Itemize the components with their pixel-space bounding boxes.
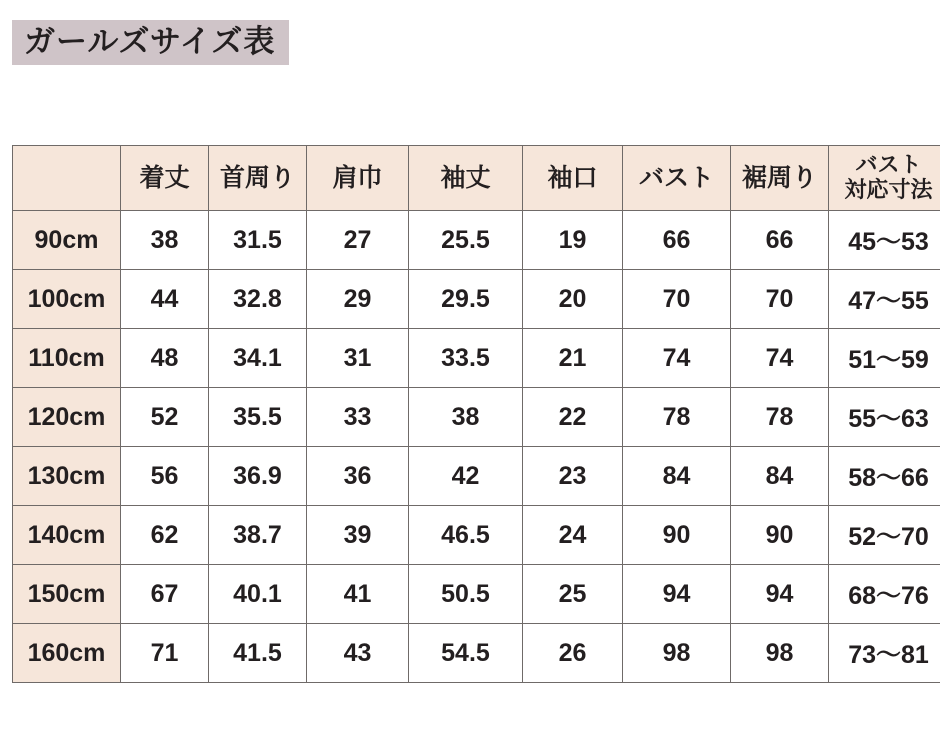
row-header-size: 90cm	[13, 211, 121, 270]
cell-shoulder: 29	[307, 270, 409, 329]
table-row	[13, 624, 940, 683]
cell-bust: 90	[623, 506, 731, 565]
cell-shoulder: 36	[307, 447, 409, 506]
cell-bust-range: 68〜76	[829, 565, 940, 624]
table-row	[13, 211, 940, 270]
table-row	[13, 447, 940, 506]
row-header-size: 130cm	[13, 447, 121, 506]
cell-hem: 74	[731, 329, 829, 388]
cell-shoulder: 39	[307, 506, 409, 565]
cell-shoulder: 31	[307, 329, 409, 388]
cell-hem: 84	[731, 447, 829, 506]
cell-sleeve-length: 38	[409, 388, 523, 447]
column-header-shoulder: 肩巾	[307, 146, 409, 211]
page-title: ガールズサイズ表	[12, 20, 289, 65]
cell-cuff: 23	[523, 447, 623, 506]
cell-sleeve-length: 50.5	[409, 565, 523, 624]
cell-shoulder: 43	[307, 624, 409, 683]
cell-sleeve-length: 29.5	[409, 270, 523, 329]
table-body	[13, 211, 940, 683]
column-header-hem: 裾周り	[731, 146, 829, 211]
table-row	[13, 388, 940, 447]
column-header-sleeve-length: 袖丈	[409, 146, 523, 211]
cell-neck: 38.7	[209, 506, 307, 565]
size-table-container	[12, 145, 933, 683]
cell-bust-range: 55〜63	[829, 388, 940, 447]
column-header-bust: バスト	[623, 146, 731, 211]
cell-length: 44	[121, 270, 209, 329]
row-header-size: 100cm	[13, 270, 121, 329]
table-row	[13, 329, 940, 388]
table-row	[13, 270, 940, 329]
column-header-bust-range-line1: バスト	[855, 152, 922, 178]
cell-cuff: 19	[523, 211, 623, 270]
cell-sleeve-length: 25.5	[409, 211, 523, 270]
cell-length: 56	[121, 447, 209, 506]
cell-cuff: 26	[523, 624, 623, 683]
cell-sleeve-length: 54.5	[409, 624, 523, 683]
table-row	[13, 506, 940, 565]
column-header-bust-range	[829, 146, 940, 211]
cell-neck: 34.1	[209, 329, 307, 388]
cell-length: 71	[121, 624, 209, 683]
cell-bust: 70	[623, 270, 731, 329]
cell-cuff: 21	[523, 329, 623, 388]
row-header-size: 150cm	[13, 565, 121, 624]
cell-neck: 32.8	[209, 270, 307, 329]
cell-hem: 98	[731, 624, 829, 683]
column-header-length: 着丈	[121, 146, 209, 211]
row-header-size: 120cm	[13, 388, 121, 447]
cell-length: 62	[121, 506, 209, 565]
header-row	[13, 146, 940, 211]
cell-neck: 41.5	[209, 624, 307, 683]
column-header-bust-range-line2: 対応寸法	[844, 177, 933, 202]
cell-bust-range: 52〜70	[829, 506, 940, 565]
cell-neck: 35.5	[209, 388, 307, 447]
cell-bust-range: 58〜66	[829, 447, 940, 506]
cell-shoulder: 33	[307, 388, 409, 447]
cell-cuff: 22	[523, 388, 623, 447]
cell-bust: 98	[623, 624, 731, 683]
cell-length: 67	[121, 565, 209, 624]
cell-hem: 66	[731, 211, 829, 270]
cell-cuff: 20	[523, 270, 623, 329]
cell-sleeve-length: 46.5	[409, 506, 523, 565]
cell-bust-range: 51〜59	[829, 329, 940, 388]
column-header-neck: 首周り	[209, 146, 307, 211]
cell-hem: 70	[731, 270, 829, 329]
cell-bust-range: 47〜55	[829, 270, 940, 329]
cell-hem: 78	[731, 388, 829, 447]
cell-neck: 36.9	[209, 447, 307, 506]
cell-bust: 94	[623, 565, 731, 624]
cell-length: 52	[121, 388, 209, 447]
cell-bust: 78	[623, 388, 731, 447]
cell-hem: 90	[731, 506, 829, 565]
corner-cell	[13, 146, 121, 211]
table-header	[13, 146, 940, 211]
row-header-size: 160cm	[13, 624, 121, 683]
cell-cuff: 25	[523, 565, 623, 624]
cell-bust: 84	[623, 447, 731, 506]
cell-sleeve-length: 33.5	[409, 329, 523, 388]
column-header-cuff: 袖口	[523, 146, 623, 211]
cell-hem: 94	[731, 565, 829, 624]
cell-bust: 74	[623, 329, 731, 388]
cell-neck: 31.5	[209, 211, 307, 270]
cell-bust-range: 45〜53	[829, 211, 940, 270]
cell-bust: 66	[623, 211, 731, 270]
cell-length: 48	[121, 329, 209, 388]
table-row	[13, 565, 940, 624]
cell-sleeve-length: 42	[409, 447, 523, 506]
cell-neck: 40.1	[209, 565, 307, 624]
cell-shoulder: 27	[307, 211, 409, 270]
row-header-size: 140cm	[13, 506, 121, 565]
row-header-size: 110cm	[13, 329, 121, 388]
cell-bust-range: 73〜81	[829, 624, 940, 683]
cell-length: 38	[121, 211, 209, 270]
cell-shoulder: 41	[307, 565, 409, 624]
size-table	[12, 145, 940, 683]
cell-cuff: 24	[523, 506, 623, 565]
